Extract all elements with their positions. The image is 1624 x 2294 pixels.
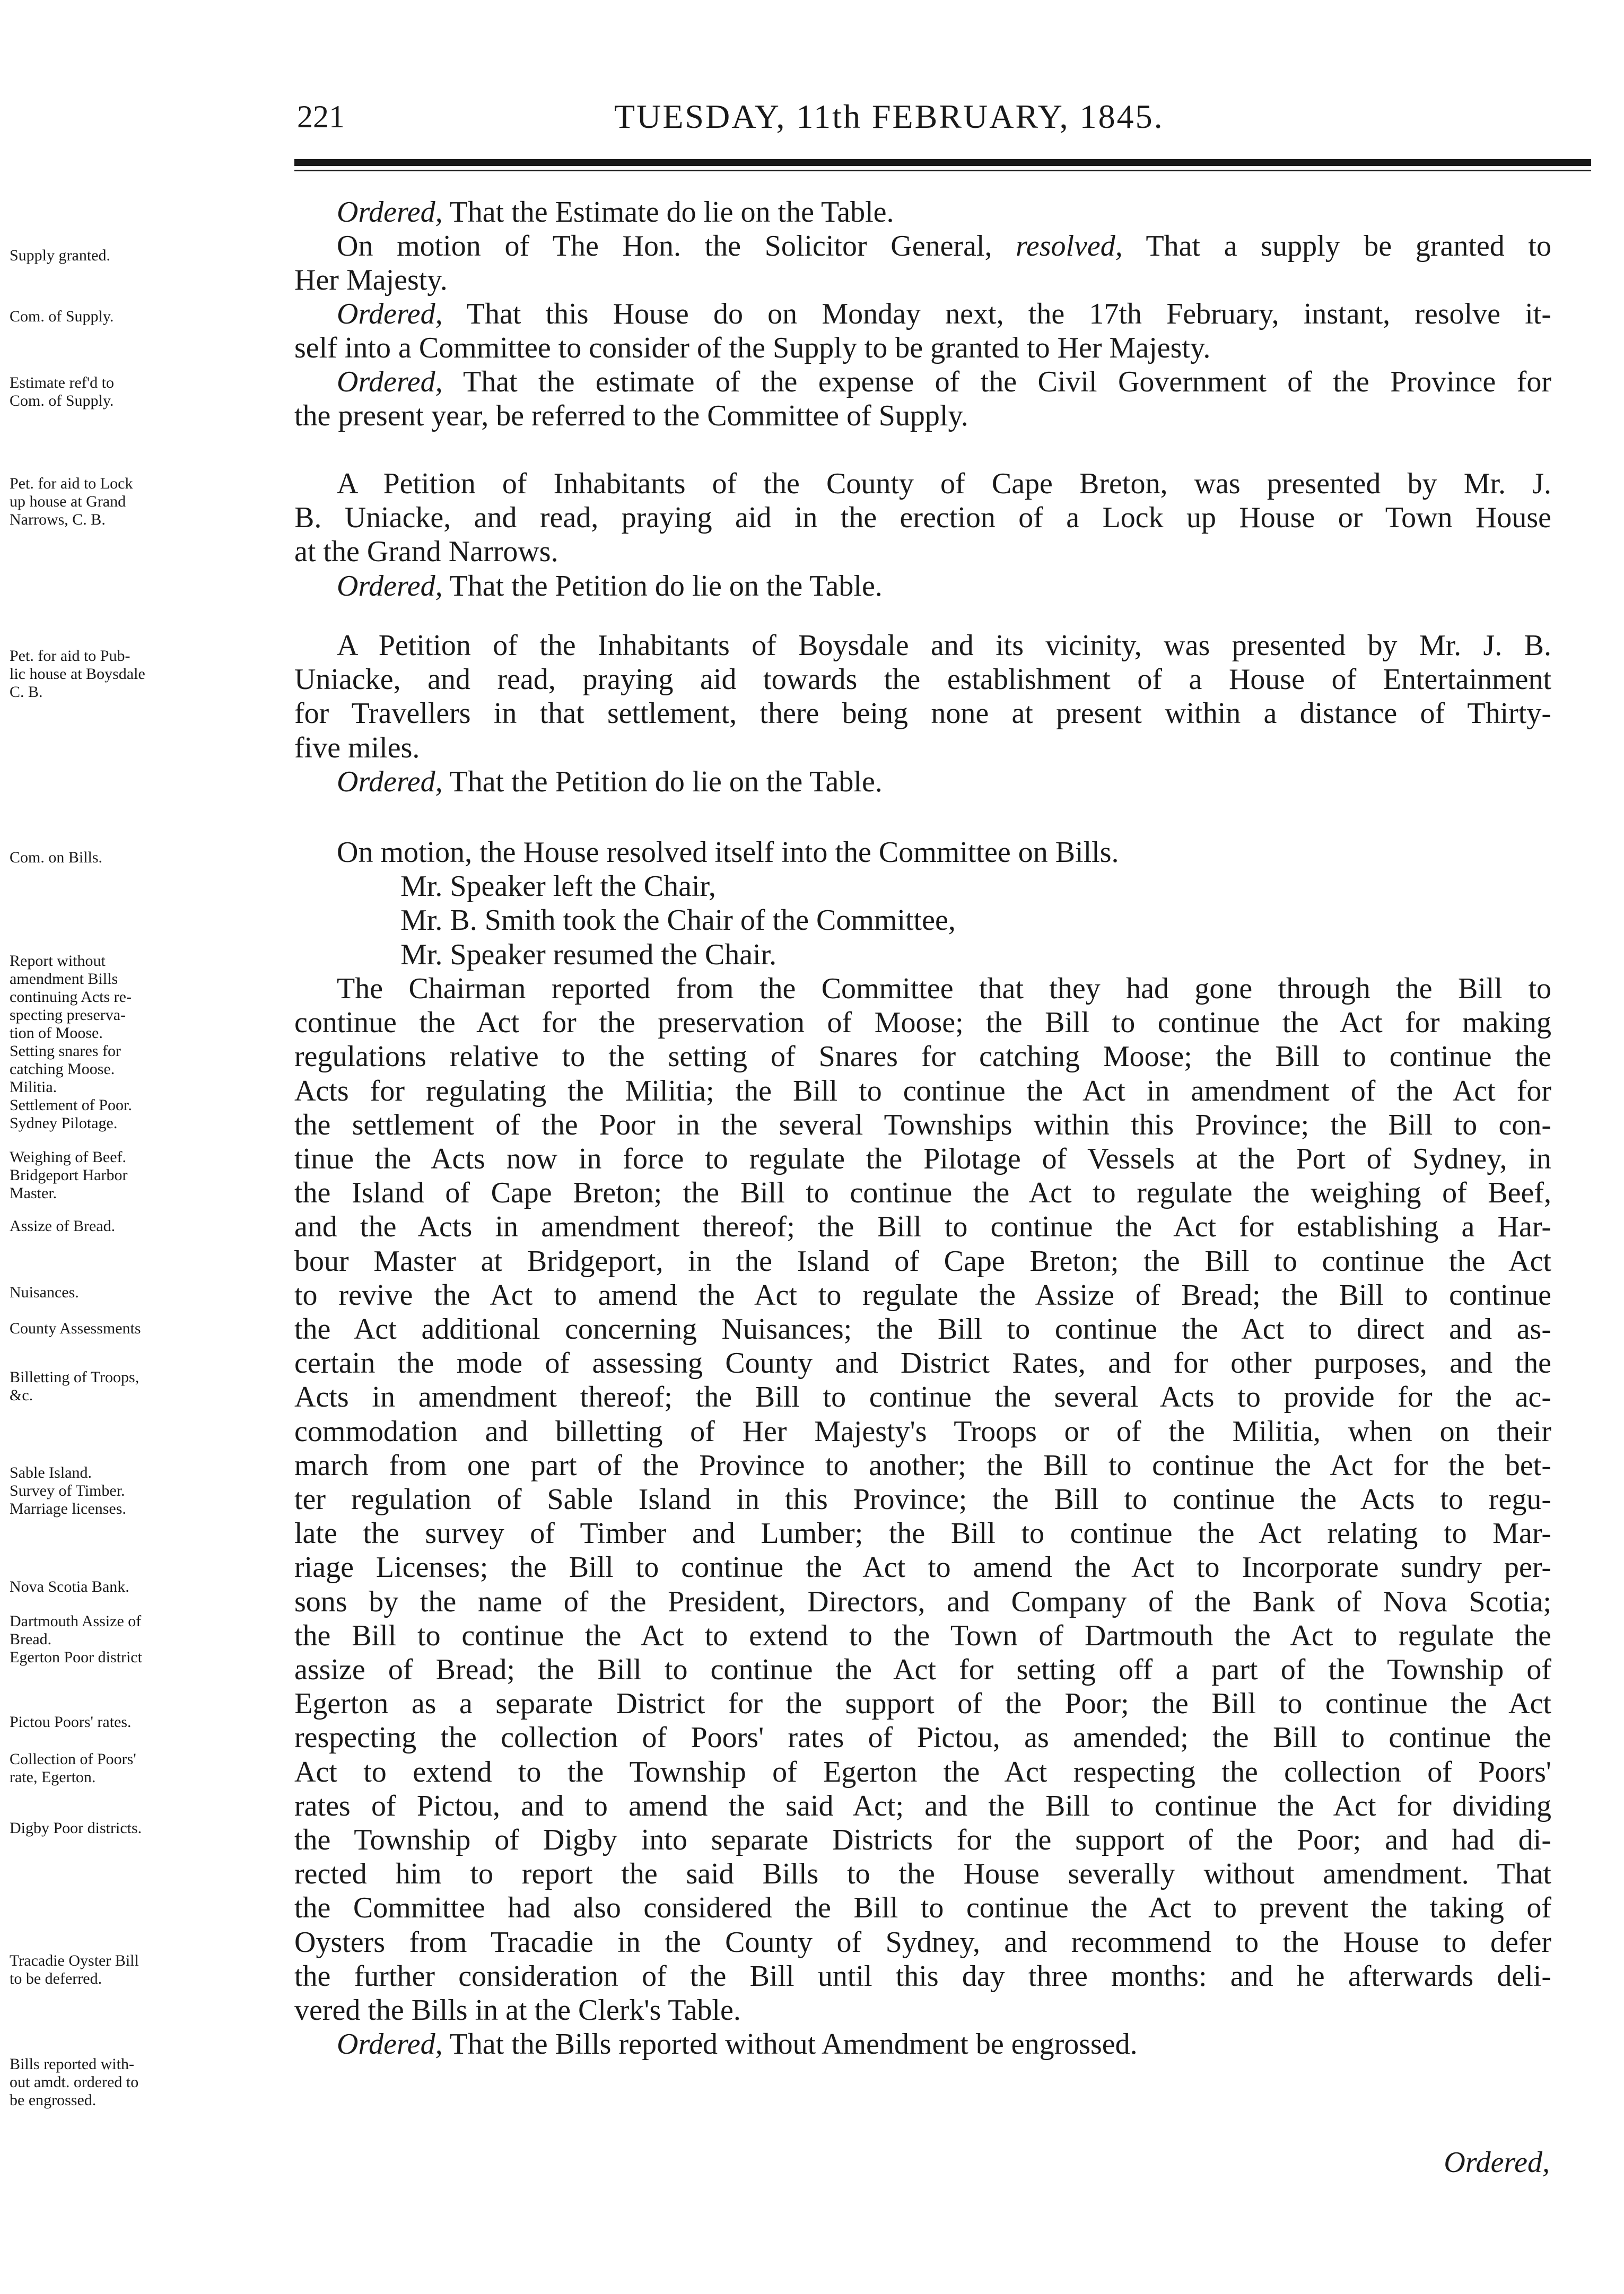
- text-run: bour Master at Bridgeport, in the Island of Cape Breton; the Bill to continue the Act: [294, 1244, 1551, 1278]
- text-line: [294, 1449, 1551, 1482]
- text-line: [294, 1823, 1551, 1857]
- margin-note: [10, 1750, 296, 1786]
- text-line: [294, 229, 1551, 263]
- margin-note-line: Narrows, C. B.: [10, 511, 106, 528]
- text-line: [294, 1482, 1551, 1516]
- margin-note-line: Survey of Timber.: [10, 1482, 125, 1499]
- text-line: [294, 1857, 1551, 1891]
- margin-note-line: Tracadie Oyster Bill: [10, 1952, 139, 1969]
- text-run: assize of Bread; the Bill to continue the Act for setting off a part of the Township of: [294, 1653, 1551, 1687]
- margin-note-line: Com. on Bills.: [10, 849, 103, 866]
- margin-note: [10, 647, 296, 701]
- text-run: That the estimate of the expense of the Civil Government of the Province for: [442, 365, 1551, 398]
- text-line: [294, 731, 1551, 765]
- header-rule-thick: [294, 159, 1591, 166]
- margin-note-line: Sable Island.: [10, 1464, 92, 1481]
- text-run: at the Grand Narrows.: [294, 535, 558, 569]
- italic-text: Ordered,: [337, 196, 443, 229]
- text-run: B. Uniacke, and read, praying aid in the erection of a Lock up House or Town House: [294, 501, 1551, 535]
- text-run: Act to extend to the Township of Egerton the Act respecting the collection of Poors': [294, 1755, 1551, 1789]
- text-run: That the Petition do lie on the Table.: [442, 765, 883, 798]
- margin-note: [10, 1284, 296, 1302]
- margin-note: [10, 1578, 296, 1596]
- text-run: respecting the collection of Poors' rates of Pictou, as amended; the Bill to continue the: [294, 1721, 1551, 1755]
- paragraph: [294, 2027, 1551, 2061]
- margin-note-line: Master.: [10, 1184, 57, 1202]
- margin-note-line: Assize of Bread.: [10, 1217, 116, 1235]
- text-line: [294, 629, 1551, 662]
- text-run: Oysters from Tracadie in the County of Sydney, and recommend to the House to defer: [294, 1925, 1551, 1959]
- italic-text: resolved,: [1016, 230, 1123, 263]
- text-line: [294, 662, 1551, 696]
- margin-note-line: out amdt. ordered to: [10, 2073, 139, 2091]
- text-line: [294, 467, 1551, 501]
- text-run: Egerton as a separate District for the support of the Poor; the Bill to continue the Act: [294, 1687, 1551, 1721]
- margin-note-line: County Assessments: [10, 1320, 141, 1337]
- margin-note: [10, 1612, 296, 1667]
- text-line: [294, 972, 1551, 1006]
- page-header: [297, 93, 1591, 141]
- page-title: TUESDAY, 11th FEBRUARY, 1845.: [614, 98, 1164, 135]
- text-line: [294, 1312, 1551, 1346]
- text-line: [294, 1993, 1551, 2027]
- margin-note-line: tion of Moose.: [10, 1024, 103, 1042]
- text-line: [294, 1585, 1551, 1619]
- text-run: Acts for regulating the Militia; the Bill to continue the Act in amendment of the Act for: [294, 1074, 1551, 1107]
- text-run: A Petition of the Inhabitants of Boysdale and its vicinity, was presented by Mr. J. B.: [337, 629, 1551, 662]
- margin-note-line: rate, Egerton.: [10, 1768, 96, 1786]
- header-rule-thin: [294, 170, 1591, 171]
- text-run: ter regulation of Sable Island in this Province; the Bill to continue the Acts to regu-: [294, 1483, 1551, 1516]
- text-line: [294, 195, 1551, 229]
- text-line: [294, 1789, 1551, 1823]
- text-line: [294, 1925, 1551, 1959]
- margin-note-line: lic house at Boysdale: [10, 665, 145, 683]
- margin-note: [10, 1952, 296, 1988]
- margin-note-line: Nova Scotia Bank.: [10, 1578, 129, 1595]
- text-run: Mr. Speaker resumed the Chair.: [400, 938, 777, 971]
- text-line: [294, 903, 1551, 937]
- margin-note-line: Nuisances.: [10, 1284, 79, 1301]
- text-run: rates of Pictou, and to amend the said Act; and the Bill to continue the Act for dividing: [294, 1789, 1551, 1822]
- text-line: [294, 1415, 1551, 1449]
- margin-note-line: Marriage licenses.: [10, 1500, 126, 1517]
- margin-note: [10, 1819, 296, 1837]
- text-run: for Travellers in that settlement, there being none at present within a distance of Thirty-: [294, 697, 1551, 730]
- margin-note-line: to be deferred.: [10, 1970, 102, 1987]
- text-line: [294, 1653, 1551, 1687]
- text-run: regulations relative to the setting of Snares for catching Moose; the Bill to continue the: [294, 1040, 1551, 1074]
- margin-note-line: specting preserva-: [10, 1006, 126, 1024]
- text-run: continue the Act for the preservation of Moose; the Bill to continue the Act for making: [294, 1006, 1551, 1040]
- text-line: [294, 1278, 1551, 1312]
- italic-text: Ordered,: [337, 765, 443, 798]
- text-line: [294, 1040, 1551, 1074]
- text-line: [294, 569, 1551, 603]
- text-run: On motion of The Hon. the Solicitor General,: [337, 230, 1016, 263]
- text-run: Uniacke, and read, praying aid towards the establishment of a House of Entertainment: [294, 663, 1551, 696]
- text-line: [294, 1006, 1551, 1040]
- paragraph: [294, 365, 1551, 433]
- margin-note-line: Egerton Poor district: [10, 1648, 142, 1666]
- text-line: [294, 399, 1551, 433]
- text-run: the settlement of the Poor in the several Townships within this Province; the Bill to con-: [294, 1108, 1551, 1141]
- text-run: On motion, the House resolved itself into the Committee on Bills.: [337, 836, 1119, 869]
- text-line: [294, 1959, 1551, 1993]
- paragraph: [294, 972, 1551, 2027]
- text-run: Mr. B. Smith took the Chair of the Committee,: [400, 904, 956, 937]
- italic-text: Ordered,: [337, 298, 443, 330]
- text-line: [294, 263, 1551, 297]
- text-line: [294, 365, 1551, 399]
- text-line: [294, 1891, 1551, 1925]
- margin-note-line: Sydney Pilotage.: [10, 1114, 118, 1132]
- text-run: the present year, be referred to the Committee of Supply.: [294, 399, 968, 433]
- margin-note-line: Com. of Supply.: [10, 308, 114, 325]
- text-run: the Township of Digby into separate Districts for the support of the Poor; and had di-: [294, 1824, 1551, 1857]
- margin-note: [10, 374, 296, 410]
- margin-note-line: &c.: [10, 1386, 33, 1404]
- margin-note-line: amendment Bills: [10, 970, 118, 988]
- margin-note-line: C. B.: [10, 683, 43, 701]
- text-run: the Committee had also considered the Bill to continue the Act to prevent the taking of: [294, 1891, 1551, 1925]
- text-line: [294, 869, 1551, 903]
- margin-note-line: Estimate ref'd to: [10, 374, 115, 391]
- text-line: [294, 1550, 1551, 1584]
- text-line: [294, 696, 1551, 730]
- margin-note-line: Bridgeport Harbor: [10, 1166, 128, 1184]
- text-line: [294, 938, 1551, 972]
- paragraph: [294, 629, 1551, 799]
- margin-note-line: Digby Poor districts.: [10, 1819, 142, 1837]
- margin-note: [10, 1368, 296, 1405]
- text-line: [294, 501, 1551, 535]
- margin-note-line: Bread.: [10, 1630, 52, 1648]
- margin-note: [10, 308, 296, 326]
- margin-note-line: Bills reported with-: [10, 2055, 134, 2073]
- paragraph: [294, 195, 1551, 229]
- catchword: Ordered,: [1444, 2146, 1550, 2179]
- margin-note: [10, 952, 296, 1132]
- text-line: [294, 1210, 1551, 1244]
- text-line: [294, 1721, 1551, 1755]
- margin-note-line: up house at Grand: [10, 493, 126, 510]
- margin-note-line: be engrossed.: [10, 2091, 97, 2109]
- margin-note: [10, 247, 296, 265]
- paragraph: [294, 297, 1551, 365]
- text-run: late the survey of Timber and Lumber; the Bill to continue the Act relating to Mar-: [294, 1517, 1551, 1550]
- text-line: [294, 1108, 1551, 1142]
- page-number: 221: [297, 99, 345, 134]
- text-line: [294, 1346, 1551, 1380]
- margin-note-line: Setting snares for: [10, 1042, 121, 1060]
- text-run: That the Estimate do lie on the Table.: [442, 196, 894, 229]
- margin-note: [10, 1217, 296, 1235]
- text-run: the further consideration of the Bill until this day three months: and he afterwards deli-: [294, 1959, 1551, 1993]
- margin-note: [10, 475, 296, 529]
- text-line: [294, 535, 1551, 569]
- margin-note-line: continuing Acts re-: [10, 988, 132, 1006]
- italic-text: Ordered,: [337, 569, 443, 603]
- text-run: march from one part of the Province to another; the Bill to continue the Act for the bet-: [294, 1449, 1551, 1482]
- margin-note-line: Report without: [10, 952, 106, 970]
- margin-note-line: catching Moose.: [10, 1060, 115, 1078]
- margin-note: [10, 1320, 296, 1338]
- text-run: Mr. Speaker left the Chair,: [400, 870, 716, 903]
- text-line: [294, 1516, 1551, 1550]
- text-line: [294, 1176, 1551, 1210]
- margin-note-line: Com. of Supply.: [10, 392, 114, 409]
- text-line: [294, 1142, 1551, 1176]
- text-run: rected him to report the said Bills to the House severally without amendment. That: [294, 1857, 1551, 1891]
- text-line: [294, 1380, 1551, 1414]
- paragraph: [294, 229, 1551, 297]
- text-line: [294, 1244, 1551, 1278]
- margin-note: [10, 2055, 296, 2109]
- text-run: the Act additional concerning Nuisances; the Bill to continue the Act to direct and as-: [294, 1313, 1551, 1346]
- margin-note-line: Dartmouth Assize of: [10, 1612, 142, 1630]
- margin-note-line: Weighing of Beef.: [10, 1148, 127, 1166]
- text-run: That this House do on Monday next, the 17th February, instant, resolve it-: [442, 298, 1551, 330]
- text-line: [294, 765, 1551, 799]
- text-line: [294, 835, 1551, 869]
- text-run: That the Bills reported without Amendment be engrossed.: [442, 2028, 1138, 2061]
- italic-text: Ordered,: [337, 2028, 443, 2061]
- text-run: That the Petition do lie on the Table.: [442, 569, 883, 603]
- margin-note-line: Militia.: [10, 1078, 57, 1096]
- text-run: A Petition of Inhabitants of the County of Cape Breton, was presented by Mr. J.: [337, 467, 1551, 500]
- text-run: Her Majesty.: [294, 264, 448, 297]
- text-line: [294, 331, 1551, 365]
- margin-note-line: Pet. for aid to Lock: [10, 475, 133, 492]
- text-line: [294, 2027, 1551, 2061]
- italic-text: Ordered,: [337, 365, 443, 398]
- margin-note: [10, 849, 296, 867]
- text-run: riage Licenses; the Bill to continue the Act to amend the Act to Incorporate sundry per-: [294, 1551, 1551, 1584]
- text-run: and the Acts in amendment thereof; the Bill to continue the Act for establishing a Har-: [294, 1210, 1551, 1244]
- margin-note-line: Settlement of Poor.: [10, 1096, 132, 1114]
- margin-note-line: Billetting of Troops,: [10, 1368, 139, 1386]
- text-run: certain the mode of assessing County and District Rates, and for other purposes, and the: [294, 1347, 1551, 1380]
- text-run: commodation and billetting of Her Majesty's Troops or of the Militia, when on their: [294, 1415, 1551, 1448]
- paragraph: [294, 835, 1551, 972]
- text-run: sons by the name of the President, Directors, and Company of the Bank of Nova Scotia;: [294, 1585, 1551, 1618]
- margin-note: [10, 1713, 296, 1731]
- text-run: the Island of Cape Breton; the Bill to continue the Act to regulate the weighing of Beef,: [294, 1176, 1551, 1210]
- margin-note-line: Supply granted.: [10, 247, 110, 264]
- margin-note: [10, 1148, 296, 1202]
- text-run: That a supply be granted to: [1122, 230, 1551, 263]
- text-run: the Bill to continue the Act to extend to the Town of Dartmouth the Act to regulate the: [294, 1619, 1551, 1652]
- text-line: [294, 1619, 1551, 1653]
- text-run: tinue the Acts now in force to regulate the Pilotage of Vessels at the Port of Sydney, in: [294, 1142, 1551, 1176]
- margin-note-line: Collection of Poors': [10, 1750, 136, 1768]
- text-run: The Chairman reported from the Committee that they had gone through the Bill to: [337, 972, 1551, 1005]
- text-line: [294, 1074, 1551, 1108]
- text-run: vered the Bills in at the Clerk's Table.: [294, 1994, 741, 2027]
- text-line: [294, 1755, 1551, 1789]
- text-run: Acts in amendment thereof; the Bill to continue the several Acts to provide for the ac-: [294, 1381, 1551, 1414]
- text-run: self into a Committee to consider of the Supply to be granted to Her Majesty.: [294, 332, 1211, 365]
- paragraph: [294, 467, 1551, 603]
- text-line: [294, 1687, 1551, 1721]
- text-run: five miles.: [294, 731, 420, 764]
- margin-note: [10, 1464, 296, 1518]
- margin-note-line: Pictou Poors' rates.: [10, 1713, 132, 1731]
- text-line: [294, 297, 1551, 331]
- margin-note-line: Pet. for aid to Pub-: [10, 647, 130, 665]
- text-run: to revive the Act to amend the Act to regulate the Assize of Bread; the Bill to continue: [294, 1278, 1551, 1312]
